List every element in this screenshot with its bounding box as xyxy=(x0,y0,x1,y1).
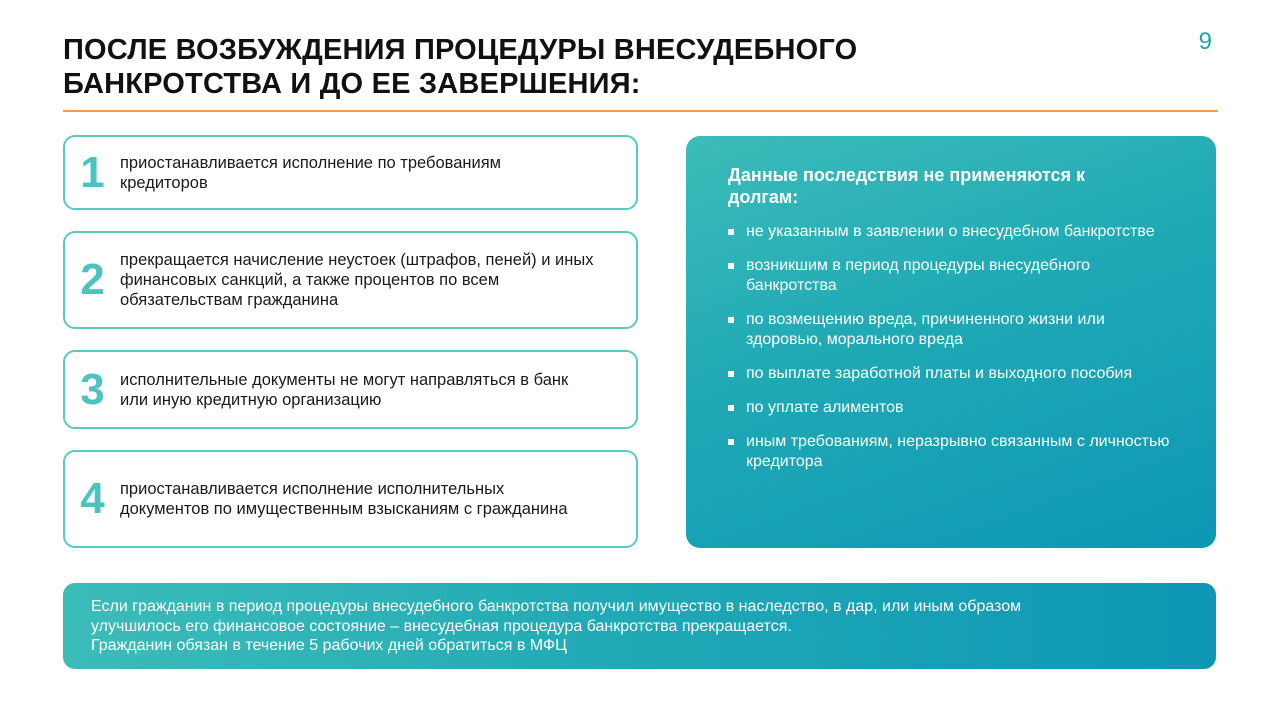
exceptions-list xyxy=(728,222,1176,472)
list-item: иным требованиям, неразрывно связанным с личностью кредитора xyxy=(728,432,1176,472)
note-line-2: улучшилось его финансовое состояние – внесудебная процедура банкротства прекращается. xyxy=(91,617,792,635)
consequence-card-1 xyxy=(63,135,638,210)
card-text: исполнительные документы не могут направляться в банк или иную кредитную организацию xyxy=(120,370,569,409)
title-line-1: ПОСЛЕ ВОЗБУЖДЕНИЯ ПРОЦЕДУРЫ ВНЕСУДЕБНОГО xyxy=(63,34,858,66)
consequence-card-4 xyxy=(63,450,638,548)
bullet-square-icon xyxy=(728,317,734,323)
card-text: приостанавливается исполнение по требованиям кредиторов xyxy=(120,153,501,192)
page-title xyxy=(63,33,1063,101)
card-number: 3 xyxy=(80,364,105,414)
card-text: прекращается начисление неустоек (штрафов, пеней) и иных финансовых санкций, а также процентов по всем обязательствам гражданина xyxy=(120,251,594,309)
consequence-card-3 xyxy=(63,350,638,429)
consequence-card-2 xyxy=(63,231,638,329)
bullet-square-icon xyxy=(728,263,734,269)
note-line-3: Гражданин обязан в течение 5 рабочих дней обратиться в МФЦ xyxy=(91,637,567,654)
bottom-note xyxy=(63,583,1216,669)
card-number: 2 xyxy=(80,255,105,304)
note-line-1: Если гражданин в период процедуры внесудебного банкротства получил имущество в наследство, в дар, или иным образом xyxy=(91,598,1022,615)
card-number: 1 xyxy=(80,147,105,197)
title-line-2: БАНКРОТСТВА И ДО ЕЕ ЗАВЕРШЕНИЯ: xyxy=(63,68,641,100)
bullet-square-icon xyxy=(728,405,734,411)
card-text: приостанавливается исполнение исполнительных документов по имущественным взысканиям с гражданина xyxy=(120,480,568,518)
exceptions-heading: Данные последствия не применяются к долгам: xyxy=(728,165,1086,207)
list-item: по возмещению вреда, причиненного жизни или здоровью, морального вреда xyxy=(728,310,1176,350)
list-item: по выплате заработной платы и выходного пособия xyxy=(728,364,1176,384)
list-item: по уплате алиментов xyxy=(728,398,1176,418)
list-item: возникшим в период процедуры внесудебного банкротства xyxy=(728,256,1176,296)
card-number: 4 xyxy=(80,474,105,523)
bullet-square-icon xyxy=(728,371,734,377)
list-item: не указанным в заявлении о внесудебном банкротстве xyxy=(728,222,1176,242)
bullet-square-icon xyxy=(728,439,734,445)
exceptions-panel xyxy=(686,136,1216,548)
page-number: 9 xyxy=(1198,28,1212,55)
header-divider xyxy=(63,110,1218,112)
bullet-square-icon xyxy=(728,229,734,235)
